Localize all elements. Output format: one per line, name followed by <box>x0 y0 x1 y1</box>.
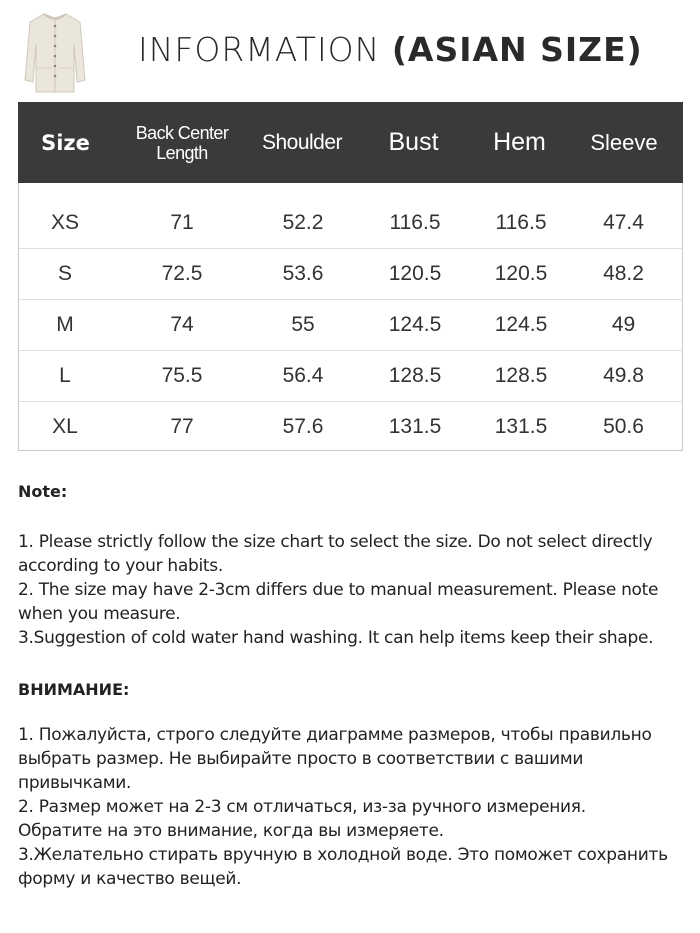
size-chart-table <box>18 102 683 451</box>
cell-size: XL <box>52 415 78 438</box>
note-en-heading: Note: <box>18 482 68 501</box>
table-row <box>19 351 682 402</box>
cell-hem: 128.5 <box>494 364 548 387</box>
cell-bust: 120.5 <box>388 262 442 285</box>
cell-hem: 120.5 <box>494 262 548 285</box>
header-back-line2: Length <box>156 142 208 163</box>
cell-hem: 131.5 <box>494 415 548 438</box>
note-en-line: 1. Please strictly follow the size chart to select the size. Do not select directly <box>18 532 653 552</box>
header-hem: Hem <box>493 128 546 156</box>
cell-shoulder: 53.6 <box>282 262 324 285</box>
note-ru-line: 1. Пожалуйста, строго следуйте диаграмме размеров, чтобы правильно <box>18 725 652 745</box>
header-size: Size <box>41 130 90 155</box>
cell-size: L <box>59 364 71 387</box>
cell-size: XS <box>50 211 79 234</box>
cell-shoulder: 56.4 <box>282 364 324 387</box>
table-row <box>19 300 682 351</box>
note-ru-line: привычками. <box>18 773 132 793</box>
cell-bust: 116.5 <box>389 211 441 234</box>
header-back-line1: Back Center <box>135 122 229 143</box>
cell-hem: 116.5 <box>495 211 547 234</box>
note-en-line: when you measure. <box>18 604 181 624</box>
note-ru-line: форму и качество вещей. <box>18 869 242 889</box>
cell-size: S <box>57 262 72 285</box>
cell-sleeve: 47.4 <box>603 211 644 234</box>
cell-shoulder: 52.2 <box>282 211 324 234</box>
table-row <box>19 249 682 300</box>
table-row <box>19 198 682 249</box>
cell-back-length: 71 <box>170 211 194 234</box>
cell-sleeve: 49.8 <box>603 364 644 387</box>
cell-back-length: 72.5 <box>161 262 203 285</box>
note-ru-line: 2. Размер может на 2-3 см отличаться, из-за ручного измерения. <box>18 797 586 817</box>
note-ru-line: выбрать размер. Не выбирайте просто в соответствии с вашими <box>18 749 584 769</box>
table-row <box>19 402 682 453</box>
note-ru-line: 3.Желательно стирать вручную в холодной воде. Это поможет сохранить <box>18 845 668 865</box>
header-back-center-length <box>113 102 251 183</box>
note-en-body <box>18 530 678 650</box>
note-en-line: according to your habits. <box>18 556 223 576</box>
header-shoulder: Shoulder <box>261 130 343 154</box>
cell-shoulder: 57.6 <box>282 415 324 438</box>
note-ru-line: Обратите на это внимание, когда вы измеряете. <box>18 821 444 841</box>
page-title <box>138 30 643 69</box>
note-ru-heading: ВНИМАНИЕ: <box>18 680 130 699</box>
cell-hem: 124.5 <box>494 313 548 336</box>
cell-bust: 128.5 <box>388 364 442 387</box>
cell-back-length: 77 <box>170 415 194 438</box>
jacket-product-image <box>22 10 88 94</box>
note-ru-body <box>18 723 678 891</box>
cell-sleeve: 49 <box>611 313 636 336</box>
cell-shoulder: 55 <box>291 313 315 336</box>
title-light: INFORMATION <box>138 30 392 69</box>
note-en-line: 3.Suggestion of cold water hand washing. It can help items keep their shape. <box>18 628 654 648</box>
cell-bust: 131.5 <box>388 415 442 438</box>
cell-back-length: 74 <box>170 313 194 336</box>
table-header <box>18 102 683 183</box>
note-en-section <box>18 482 678 501</box>
header-sleeve: Sleeve <box>590 129 658 155</box>
cell-bust: 124.5 <box>388 313 442 336</box>
header-bust: Bust <box>388 128 439 156</box>
cell-sleeve: 50.6 <box>603 415 644 438</box>
note-ru-section <box>18 680 678 699</box>
cell-size: M <box>56 313 74 336</box>
note-en-line: 2. The size may have 2-3cm differs due to manual measurement. Please note <box>18 580 659 600</box>
cell-sleeve: 48.2 <box>603 262 644 285</box>
cell-back-length: 75.5 <box>161 364 203 387</box>
title-bold: (ASIAN SIZE) <box>391 30 643 69</box>
